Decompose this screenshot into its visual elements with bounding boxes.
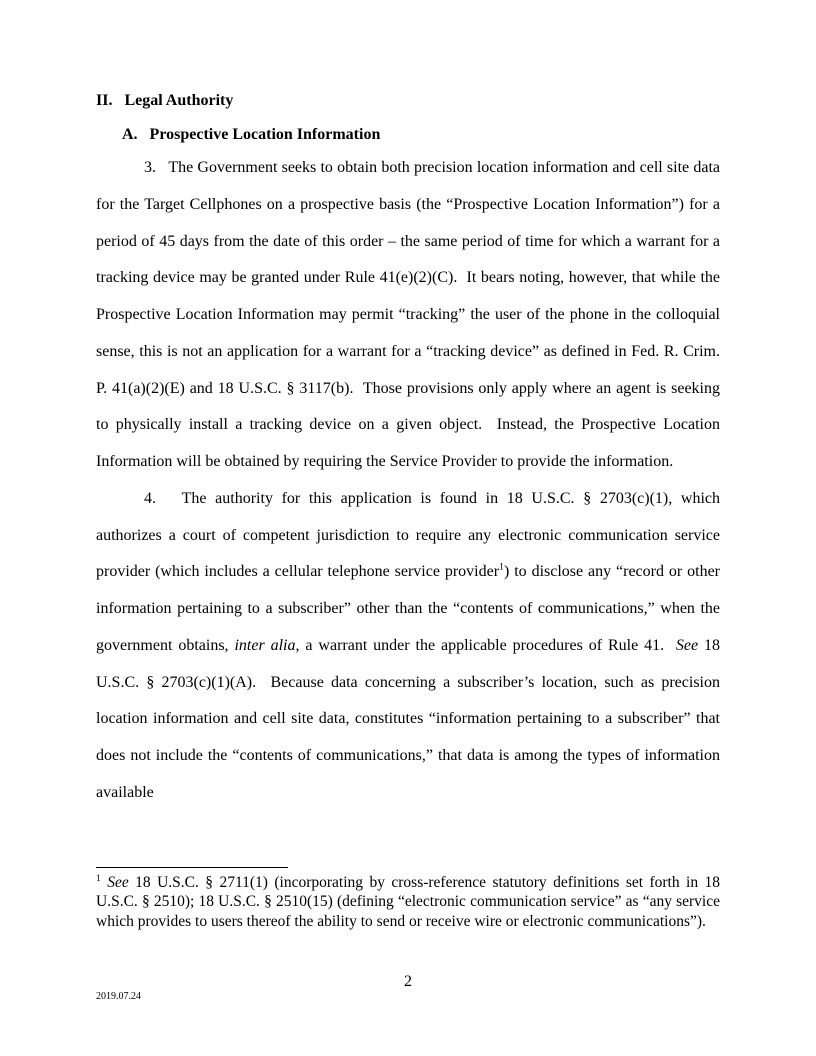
section-heading: II. Legal Authority bbox=[96, 92, 234, 109]
document-body bbox=[96, 150, 720, 812]
body-paragraph-3: 3. The Government seeks to obtain both precision location information and cell site data for the Target Cellphones on a prospective basis (the “Prospective Location Information”) for a period of 45 days from the date of this order – the same period of time for which a warrant for a tracking device may be granted under Rule 41(e)(2)(C). It bears noting, however, that while the Prospective Location Information may permit “tracking” the user of the phone in the colloquial sense, this is not an application for a warrant for a “tracking device” as defined in Fed. R. Crim. P. 41(a)(2)(E) and 18 U.S.C. § 3117(b). Those provisions only apply where an agent is seeking to physically install a tracking device on a given object. Instead, the Prospective Location Information will be obtained by requiring the Service Provider to provide the information. bbox=[96, 159, 720, 470]
body-paragraph-4: 4. The authority for this application is found in 18 U.S.C. § 2703(c)(1), which authorizes a court of competent jurisdiction to require any electronic communication service provider (which includes a cellular telephone service provider$^1$) to disclose any “record or other information pertaining to a subscriber” other than the “contents of communications,” when the government obtains, inter alia, a warrant under the applicable procedures of Rule 41. See 18 U.S.C. § 2703(c)(1)(A). Because data concerning a subscriber’s location, such as precision location information and cell site data, constitutes “information pertaining to a subscriber” that does not include the “contents of communications,” that data is among the types of information available bbox=[96, 489, 721, 801]
footer-date: 2019.07.24 bbox=[96, 991, 141, 1002]
footnote-separator-rule bbox=[96, 867, 288, 868]
page-number: 2 bbox=[404, 973, 412, 990]
footnote-1: $^1$ See 18 U.S.C. § 2711(1) (incorporating by cross-reference statutory definitions set forth in 18 U.S.C. § 2510); 18 U.S.C. § 2510(15) (defining “electronic communication service” as “any service which provides to users thereof the ability to send or receive wire or electronic communications”). bbox=[96, 872, 720, 930]
subsection-heading: A. Prospective Location Information bbox=[122, 126, 381, 143]
